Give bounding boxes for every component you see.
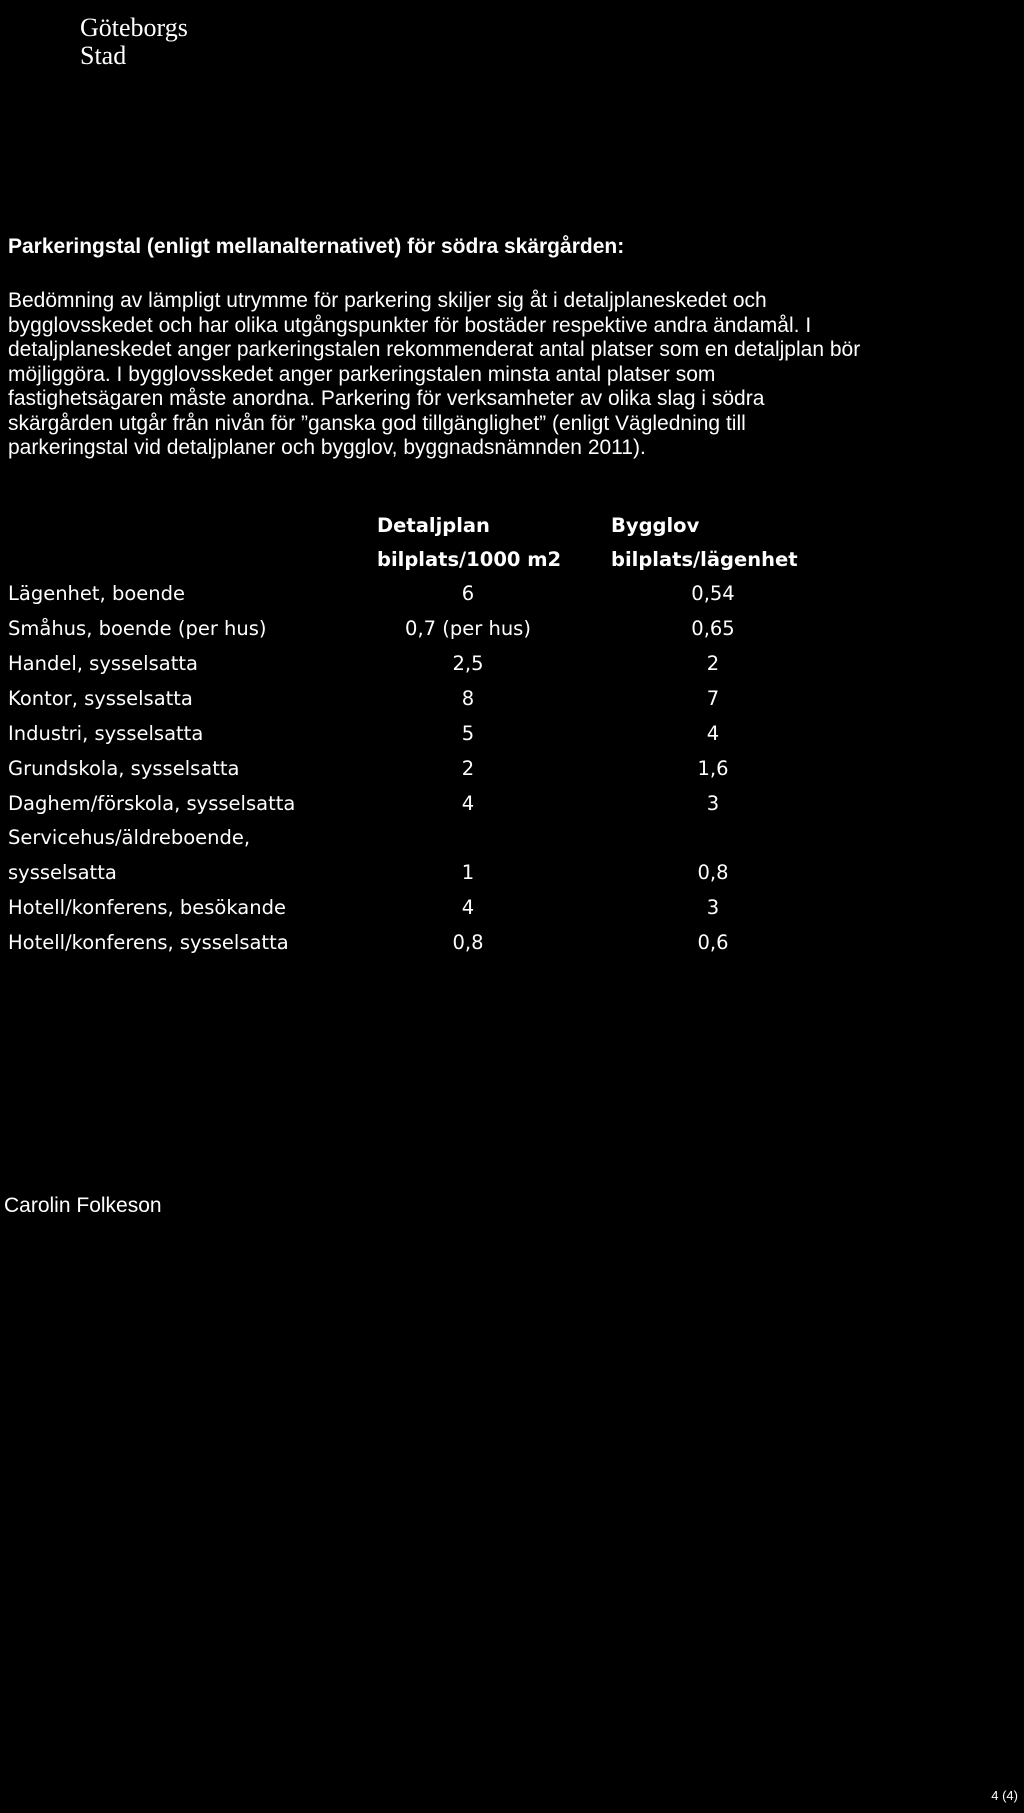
paragraph-line: fastighetsägaren måste anordna. Parkering för verksamheter av olika slag i södra <box>8 387 765 410</box>
row-bygglov-value: 0,6 <box>697 931 729 954</box>
row-label: Hotell/konferens, besökande <box>8 896 286 919</box>
signature-name: Carolin Folkeson <box>4 1194 162 1217</box>
row-bygglov-value: 0,8 <box>697 861 729 884</box>
row-detaljplan-value: 4 <box>461 896 475 919</box>
row-detaljplan-value: 8 <box>461 687 475 710</box>
row-label: Kontor, sysselsatta <box>8 687 193 710</box>
row-detaljplan-value: 4 <box>461 792 475 815</box>
intro-paragraph <box>8 289 1008 461</box>
row-bygglov-value: 0,54 <box>691 582 735 605</box>
paragraph-line: skärgården utgår från nivån för ”ganska god tillgänglighet” (enligt Vägledning till <box>8 411 746 435</box>
row-detaljplan-value: 1 <box>461 861 475 884</box>
table-row <box>8 687 1008 717</box>
row-detaljplan-value: 0,8 <box>452 931 484 954</box>
table-row <box>8 617 1008 647</box>
row-bygglov-value: 0,65 <box>691 617 735 640</box>
logo-line2: Stad <box>80 41 127 70</box>
row-detaljplan-value: 6 <box>461 582 475 605</box>
row-label: Grundskola, sysselsatta <box>8 757 240 780</box>
table-row <box>8 722 1008 752</box>
table-row <box>8 652 1008 682</box>
paragraph-line: parkeringstal vid detaljplaner och bygglov, byggnadsnämnden 2011). <box>8 436 646 459</box>
row-detaljplan-value: 0,7 (per hus) <box>405 617 531 640</box>
col-header-detaljplan: Detaljplan <box>377 514 490 537</box>
table-row <box>8 757 1008 787</box>
row-bygglov-value: 2 <box>706 652 720 675</box>
paragraph-line: Bedömning av lämpligt utrymme för parkering skiljer sig åt i detaljplaneskedet och <box>8 289 767 312</box>
table-row <box>8 931 1008 961</box>
row-label: sysselsatta <box>8 861 117 884</box>
row-label: Daghem/förskola, sysselsatta <box>8 792 296 815</box>
row-label: Handel, sysselsatta <box>8 652 198 675</box>
row-detaljplan-value: 2,5 <box>452 652 484 675</box>
row-detaljplan-value: 5 <box>461 722 475 745</box>
row-label: Servicehus/äldreboende, <box>8 826 251 849</box>
col-header-bygglov: Bygglov <box>611 514 700 537</box>
row-label: Lägenhet, boende <box>8 582 185 605</box>
table-row <box>8 826 1008 856</box>
paragraph-line: bygglovsskedet och har olika utgångspunkter för bostäder respektive andra ändamål. I <box>8 313 812 337</box>
row-label: Industri, sysselsatta <box>8 722 204 745</box>
logo-line1: Göteborgs <box>80 13 188 42</box>
section-heading: Parkeringstal (enligt mellanalternativet) för södra skärgården: <box>8 235 625 258</box>
row-label: Småhus, boende (per hus) <box>8 617 267 640</box>
row-detaljplan-value: 2 <box>461 757 475 780</box>
logo <box>80 14 188 70</box>
col-header-bygglov-unit: bilplats/lägenhet <box>611 548 798 571</box>
row-bygglov-value: 3 <box>706 896 720 919</box>
table-row <box>8 582 1008 612</box>
table-row <box>8 792 1008 822</box>
row-bygglov-value: 1,6 <box>697 757 729 780</box>
table-row <box>8 861 1008 891</box>
row-label: Hotell/konferens, sysselsatta <box>8 931 289 954</box>
paragraph-line: detaljplaneskedet anger parkeringstalen rekommenderat antal platser som en detaljplan bör <box>8 338 861 361</box>
page-number: 4 (4) <box>991 1788 1018 1803</box>
paragraph-line: möjliggöra. I bygglovsskedet anger parkeringstalen minsta antal platser som <box>8 362 716 386</box>
col-header-detaljplan-unit: bilplats/1000 m2 <box>377 548 562 571</box>
table-row <box>8 896 1008 926</box>
row-bygglov-value: 3 <box>706 792 720 815</box>
row-bygglov-value: 4 <box>706 722 720 745</box>
row-bygglov-value: 7 <box>706 687 720 710</box>
